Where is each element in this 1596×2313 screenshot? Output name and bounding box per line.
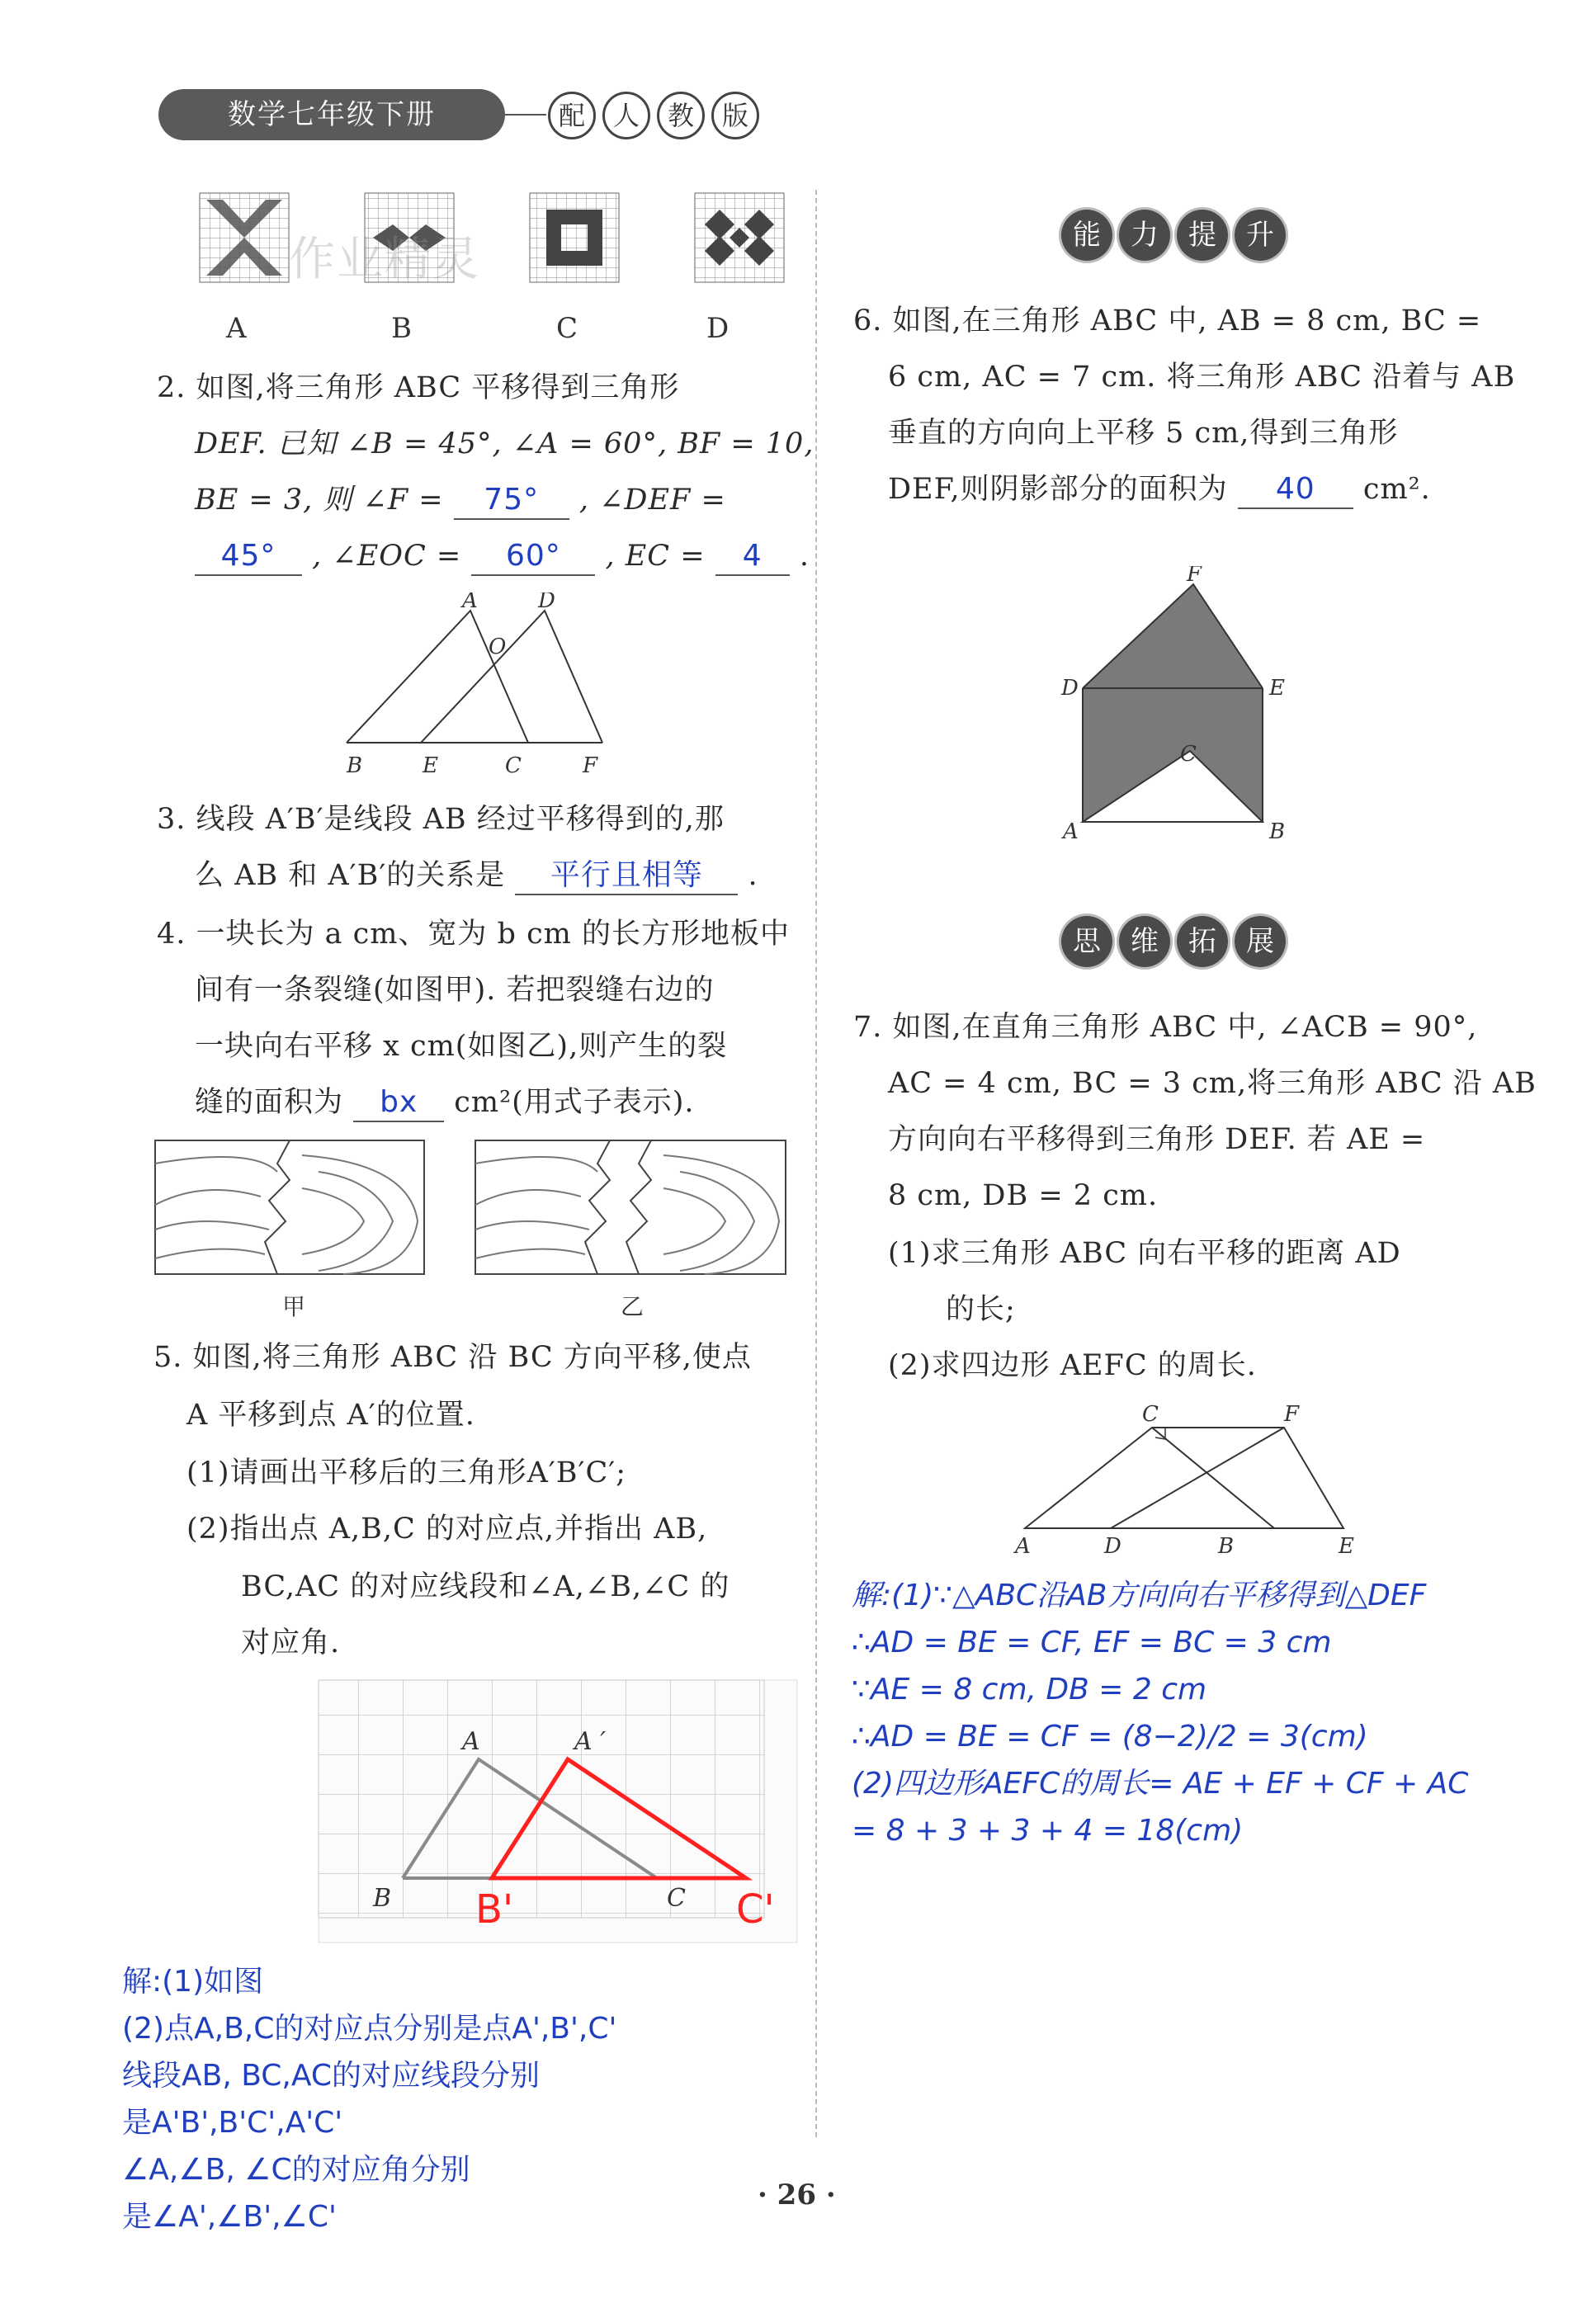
q4-line3: 一块向右平移 x cm(如图乙),则产生的裂 xyxy=(195,1030,728,1063)
q2-label-d: D xyxy=(538,592,555,613)
q1-option-d: D xyxy=(706,312,730,345)
q6-line4a: DEF,则阴影部分的面积为 xyxy=(888,473,1228,506)
q2-line3b: , ∠DEF = xyxy=(578,484,726,517)
q4-line4 xyxy=(195,1074,695,1131)
q7-solution-line: (2)四边形AEFC的周长= AE + EF + CF + AC xyxy=(852,1767,1469,1801)
q7-label-a: A xyxy=(1015,1534,1031,1559)
q2-line4c: . xyxy=(799,540,810,573)
q7-solution-line: 解:(1)∵△ABC沿AB方向向右平移得到△DEF xyxy=(852,1579,1427,1612)
q2-label-f: F xyxy=(583,753,598,778)
q2-label-o: O xyxy=(489,635,507,659)
header-edition-char: 版 xyxy=(711,92,759,139)
q4-answer: bx xyxy=(353,1084,444,1122)
q2-answer-f: 75° xyxy=(454,482,569,520)
q2-answer-ec: 4 xyxy=(715,538,790,576)
q3-line2b: . xyxy=(748,859,758,892)
q2-line2: DEF. 已知 ∠B = 45°, ∠A = 60°, BF = 10, xyxy=(195,427,815,460)
q7-solution-line: = 8 + 3 + 3 + 4 = 18(cm) xyxy=(852,1814,1244,1848)
q4-caption-right: 乙 xyxy=(621,1293,645,1320)
q5-line6: 对应角. xyxy=(241,1626,341,1659)
q7-label-e: E xyxy=(1339,1534,1354,1559)
q5-solution-line: 解:(1)如图 xyxy=(122,1965,264,1999)
q6-label-b: B xyxy=(1269,819,1286,843)
q2-label-a: A xyxy=(462,592,478,613)
q2-line4 xyxy=(195,527,810,585)
q2-line3a: BE = 3, 则 ∠F = xyxy=(195,484,444,517)
q7-solution-line: ∴AD = BE = CF = (8−2)/2 = 3(cm) xyxy=(852,1720,1368,1754)
q6-label-e: E xyxy=(1269,676,1285,701)
q5-line4: (2)指出点 A,B,C 的对应点,并指出 AB, xyxy=(187,1513,708,1546)
q7-line5: (1)求三角形 ABC 向右平移的距离 AD xyxy=(888,1237,1401,1270)
q4-line4a: 缝的面积为 xyxy=(195,1086,344,1119)
q3-line2a: 么 AB 和 A′B′的关系是 xyxy=(195,859,506,892)
q6-figure xyxy=(1056,566,1296,843)
q7-label-b: B xyxy=(1218,1534,1235,1559)
q1-option-c: C xyxy=(556,312,578,345)
q5-solution-line: 线段AB, BC,AC的对应线段分别 xyxy=(122,2059,540,2093)
q4-line1: 4. 一块长为 a cm、宽为 b cm 的长方形地板中 xyxy=(157,918,791,951)
q7-figure xyxy=(1003,1395,1367,1560)
q2-label-c: C xyxy=(505,753,522,778)
q5-solution-line: (2)点A,B,C的对应点分别是点A',B',C' xyxy=(122,2012,617,2046)
q6-line4 xyxy=(888,460,1431,518)
q7-line1: 7. 如图,在直角三角形 ABC 中, ∠ACB = 90°, xyxy=(853,1011,1478,1044)
q4-caption-left: 甲 xyxy=(282,1293,306,1320)
page-number: · 26 · xyxy=(758,2178,836,2212)
q2-answer-def: 45° xyxy=(195,538,302,576)
q5-label-c: C xyxy=(667,1884,686,1913)
q7-label-c: C xyxy=(1142,1402,1159,1427)
q7-line2: AC = 4 cm, BC = 3 cm,将三角形 ABC 沿 AB xyxy=(888,1067,1537,1100)
q2-figure xyxy=(330,592,627,782)
q1-figures xyxy=(190,188,800,291)
q7-label-f: F xyxy=(1284,1402,1300,1427)
sec1-title-char: 提 xyxy=(1177,210,1228,261)
column-divider xyxy=(815,190,817,2137)
q7-line6: 的长; xyxy=(946,1293,1016,1326)
watermark: 作业精灵 xyxy=(289,233,480,286)
q5-label-c2: C' xyxy=(736,1886,775,1933)
q2-line3 xyxy=(195,471,726,529)
q2-label-e: E xyxy=(423,753,438,778)
q4-line4b: cm²(用式子表示). xyxy=(454,1086,695,1119)
q1-option-a: A xyxy=(226,312,247,345)
header-connector xyxy=(505,114,546,116)
q7-solution-line: ∵AE = 8 cm, DB = 2 cm xyxy=(852,1673,1207,1706)
sec2-title-char: 展 xyxy=(1235,916,1286,967)
q6-line2: 6 cm, AC = 7 cm. 将三角形 ABC 沿着与 AB xyxy=(888,361,1516,394)
q5-line3: (1)请画出平移后的三角形A′B′C′; xyxy=(187,1456,626,1489)
q5-label-a2: A ′ xyxy=(574,1727,607,1756)
q5-figure xyxy=(314,1675,802,1947)
q7-label-d: D xyxy=(1104,1534,1121,1559)
q5-line1: 5. 如图,将三角形 ABC 沿 BC 方向平移,使点 xyxy=(153,1341,752,1374)
header-title: 数学七年级下册 xyxy=(158,89,505,140)
q4-figure-left xyxy=(153,1139,426,1276)
q3-line2 xyxy=(195,847,758,904)
q5-line5: BC,AC 的对应线段和∠A,∠B,∠C 的 xyxy=(241,1570,730,1603)
q4-line2: 间有一条裂缝(如图甲). 若把裂缝右边的 xyxy=(195,974,715,1007)
q1-figure-c xyxy=(530,193,619,282)
q5-line2: A 平移到点 A′的位置. xyxy=(187,1399,475,1432)
q7-line3: 方向向右平移得到三角形 DEF. 若 AE = xyxy=(888,1123,1426,1156)
sec2-title-char: 拓 xyxy=(1177,916,1228,967)
q4-figure-right xyxy=(474,1139,787,1276)
q6-label-f: F xyxy=(1187,566,1202,587)
sec2-title-char: 思 xyxy=(1061,916,1112,967)
q3-answer: 平行且相等 xyxy=(515,857,738,895)
q6-label-d: D xyxy=(1061,676,1079,701)
q6-line1: 6. 如图,在三角形 ABC 中, AB = 8 cm, BC = xyxy=(853,304,1482,338)
q5-solution-line: 是A'B',B'C',A'C' xyxy=(122,2106,343,2140)
sec1-title-char: 能 xyxy=(1061,210,1112,261)
q6-label-c: C xyxy=(1180,742,1197,767)
sec1-title-char: 升 xyxy=(1235,210,1286,261)
q1-figure-a xyxy=(200,193,289,282)
sec2-title-char: 维 xyxy=(1119,916,1170,967)
q2-line1: 2. 如图,将三角形 ABC 平移得到三角形 xyxy=(157,371,680,404)
sec1-title-char: 力 xyxy=(1119,210,1170,261)
q1-option-b: B xyxy=(391,312,412,345)
q7-line4: 8 cm, DB = 2 cm. xyxy=(888,1179,1159,1212)
header-edition-char: 配 xyxy=(548,92,596,139)
q6-label-a: A xyxy=(1063,819,1079,843)
q2-line4a: , ∠EOC = xyxy=(312,540,462,573)
q2-label-b: B xyxy=(347,753,363,778)
header-edition-char: 人 xyxy=(602,92,650,139)
q5-label-b: B xyxy=(373,1884,392,1913)
q6-line4b: cm². xyxy=(1362,473,1431,506)
q5-label-a: A xyxy=(462,1727,480,1756)
q7-line7: (2)求四边形 AEFC 的周长. xyxy=(888,1349,1257,1382)
q7-solution-line: ∴AD = BE = CF, EF = BC = 3 cm xyxy=(852,1626,1332,1659)
header-edition-char: 教 xyxy=(657,92,705,139)
q2-answer-eoc: 60° xyxy=(471,538,595,576)
q6-answer: 40 xyxy=(1238,471,1353,509)
q5-solution-line: ∠A,∠B, ∠C的对应角分别 xyxy=(122,2153,470,2187)
q2-line4b: , EC = xyxy=(605,540,706,573)
q3-line1: 3. 线段 A′B′是线段 AB 经过平移得到的,那 xyxy=(157,803,725,836)
q6-line3: 垂直的方向向上平移 5 cm,得到三角形 xyxy=(888,417,1399,450)
q5-label-b2: B' xyxy=(475,1886,514,1933)
q1-figure-d xyxy=(695,193,784,282)
q5-solution-line: 是∠A',∠B',∠C' xyxy=(122,2200,337,2234)
